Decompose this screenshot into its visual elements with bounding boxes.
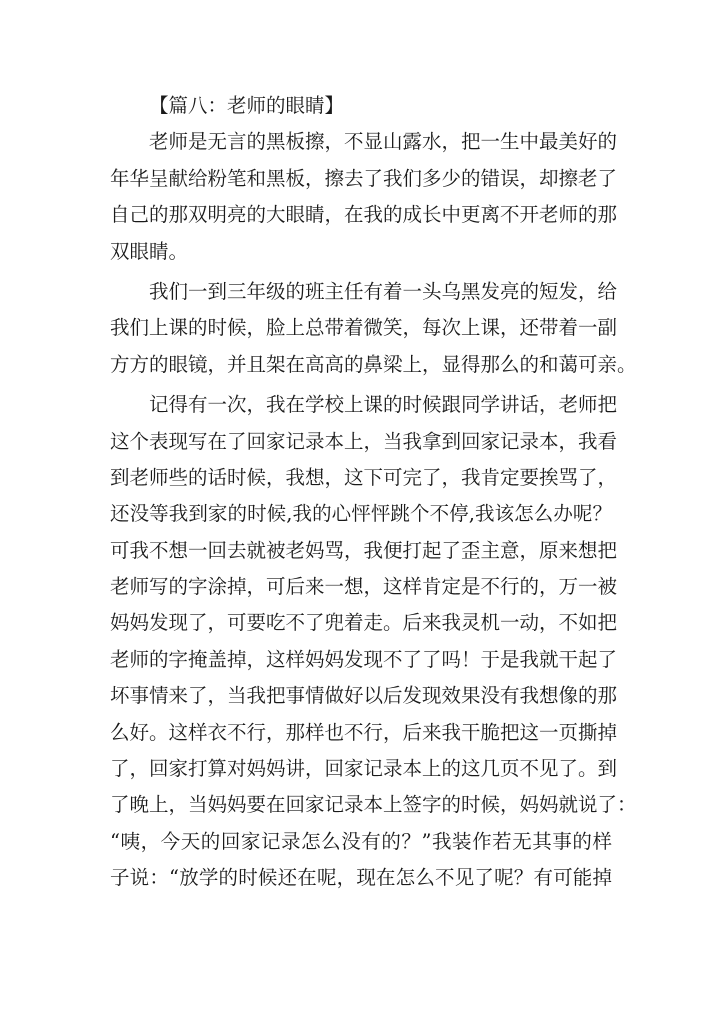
- paragraph-line: 我们上课的时候，脸上总带着微笑，每次上课，还带着一副: [110, 316, 618, 340]
- paragraph-line: “咦，今天的回家记录怎么没有的？”我装作若无其事的样: [110, 829, 612, 853]
- paragraph-line: 么好。这样衣不行，那样也不行，后来我干脆把这一页撕掉: [110, 720, 618, 744]
- paragraph-line: 妈妈发现了，可要吃不了兜着走。后来我灵机一动，不如把: [110, 611, 618, 635]
- paragraph-line: 还没等我到家的时候,我的心怦怦跳个不停,我该怎么办呢？: [110, 502, 612, 526]
- paragraph-line: 老师的字掩盖掉，这样妈妈发现不了了吗！于是我就干起了: [110, 647, 618, 671]
- paragraph-line: 方方的眼镜，并且架在高高的鼻梁上，显得那么的和蔼可亲。: [110, 352, 637, 376]
- paragraph-line: 这个表现写在了回家记录本上，当我拿到回家记录本，我看: [110, 429, 618, 453]
- paragraph-line: 自己的那双明亮的大眼睛，在我的成长中更离不开老师的那: [110, 203, 618, 227]
- paragraph-line: 记得有一次，我在学校上课的时候跟同学讲话，老师把: [149, 393, 618, 417]
- paragraph-line: 可我不想一回去就被老妈骂，我便打起了歪主意，原来想把: [110, 538, 618, 562]
- paragraph-line: 子说：“放学的时候还在呢，现在怎么不见了呢？有可能掉: [110, 866, 612, 890]
- paragraph-line: 到老师些的话时候，我想，这下可完了，我肯定要挨骂了，: [110, 465, 618, 489]
- section-heading: 【篇八：老师的眼睛】: [149, 94, 345, 117]
- paragraph-line: 了，回家打算对妈妈讲，回家记录本上的这几页不见了。到: [110, 757, 618, 781]
- paragraph-line: 了晚上，当妈妈要在回家记录本上签字的时候，妈妈就说了：: [110, 793, 637, 817]
- paragraph-line: 双眼睛。: [110, 239, 189, 263]
- paragraph-line: 我们一到三年级的班主任有着一头乌黑发亮的短发，给: [149, 279, 618, 303]
- paragraph-3: [110, 387, 637, 896]
- paragraph-line: 老师写的字涂掉，可后来一想，这样肯定是不行的，万一被: [110, 575, 618, 599]
- document-body: [110, 88, 637, 897]
- paragraph-line: 年华呈献给粉笔和黑板，擦去了我们多少的错误，却擦老了: [110, 166, 618, 190]
- paragraph-line: 老师是无言的黑板擦，不显山露水，把一生中最美好的: [149, 130, 618, 154]
- paragraph-1: [110, 124, 618, 270]
- paragraph-line: 坏事情来了，当我把事情做好以后发现效果没有我想像的那: [110, 684, 618, 708]
- paragraph-2: [110, 274, 637, 383]
